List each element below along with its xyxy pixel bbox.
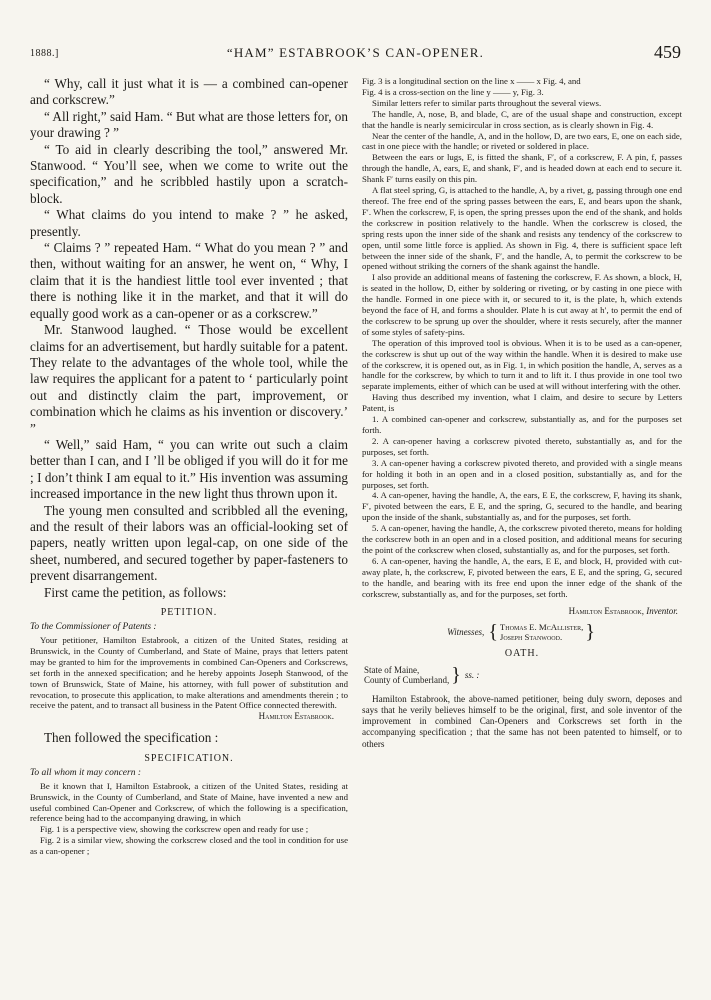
right-column [362,76,682,750]
spec-paragraph: Be it known that I, Hamilton Estabrook, a citizen of the United States, residing at Brunswick, in the County of Cumberland, and State of Maine, have invented a new and useful combined Can-Opener and Corkscrew, of which the following is a specification, reference being had to the accompanying drawing, in which [30,780,348,824]
spec-paragraph: Fig. 4 is a cross-section on the line y —— y, Fig. 3. [362,86,544,97]
spec-paragraph: The handle, A, nose, B, and blade, C, are of the usual shape and construction, except that the handle is nearly semicircular in cross section, as is clearly shown in Fig. 4. [362,108,682,130]
paragraph: “ All right,” said Ham. “ But what are those letters for, on your drawing ? ” [30,108,348,141]
spec-paragraph: Having thus described my invention, what I claim, and desire to secure by Letters Patent, is [362,392,682,414]
witness-name: Thomas E. McAllister, [499,621,584,632]
spec-paragraph: Fig. 1 is a perspective view, showing the corkscrew open and ready for use ; [40,824,309,835]
spec-paragraph: A flat steel spring, G, is attached to the handle, A, by a rivet, g, passing through one end thereof. The free end of the spring passes between the ears, E, and bears upon the shank, F′. When the corkscrew, F, is open, the spring presses upon the end of the shank, and holds the corkscrew in position relatively to the handle. When the corkscrew is closed, the spring rests upon the inner side of the shank and resists any tendency of the corkscrew to open, until some little force is applied. As shown in Fig. 4, there is sufficient space left between the inner side of the shank, F′, and the handle, A, to permit the corkscrew to be opened without striking the corners of the shank against the handle. [362,185,682,272]
witness-name: Joseph Stanwood. [499,631,563,642]
venue-brace: } [451,664,461,686]
specification-block [30,781,348,857]
paragraph: Mr. Stanwood laughed. “ Those would be excellent claims for an advertisement, but hardly suitable for a patent. They relate to the advantages of the whole tool, while the law requires the applicant for a patent to ‘ particularly point out and distinctly claim the part, improvement, or combination which he claims as his invention or discovery.’ ” [30,322,348,436]
petition-title: PETITION. [160,607,218,618]
paragraph: “ Claims ? ” repeated Ham. “ What do you mean ? ” and then, without waiting for an answer, he went on, “ Why, I claim that it is the handiest little tool ever invented ; that there is nothing like it in the market, and that it will do equally good work as a can-opener or as a corkscrew.” [30,240,348,321]
witnesses-label: Witnesses, [447,626,485,637]
claim-item: 2. A can-opener having a corkscrew pivoted thereto, substantially as, and for the purposes, set forth. [362,435,682,457]
witnesses-block [362,622,682,642]
specification-continued [362,76,682,600]
oath-venue [364,665,682,686]
paragraph: “ To aid in clearly describing the tool,” answered Mr. Stanwood. “ You’ll see, when we come to write out the specification,” and he scribbled hastily upon a scratch-block. [30,141,348,206]
spec-paragraph: Near the center of the handle, A, and in the hollow, D, are two ears, E, one on each side, cast in one piece with the handle; or riveted or soldered in place. [362,130,682,152]
oath-title: OATH. [504,647,540,659]
paragraph: “ What claims do you intend to make ? ” he asked, presently. [30,207,348,239]
inventor-signature [362,606,678,616]
petition-block [30,635,348,722]
inventor-role: Inventor. [646,605,678,616]
spec-paragraph: Fig. 2 is a similar view, showing the corkscrew closed and the tool in condition for use as a can-opener ; [30,835,348,857]
running-title: “HAM” ESTABROOK’S CAN-OPENER. [226,45,485,60]
specification-title: SPECIFICATION. [144,752,234,764]
oath-text: Hamilton Estabrook, the above-named petitioner, being duly sworn, deposes and says that he verily believes himself to be the original, first, and sole inventor of the improvement in combined Can-Openers and Corkscrews set forth in the accompanying specification ; that the same has not been patented to himself, or to others [362,693,682,749]
petition-text: Your petitioner, Hamilton Estabrook, a citizen of the United States, residing at Brunswick, in the County of Cumberland, and State of Maine, prays that letters patent may be granted to him for the improvements in combined Can-Openers and Corkscrews, set forth in the annexed specification; and he hereby appoints Joseph Stanwood, of the town of Brunswick, State of Maine, his attorney, with full power of substitution and revocation, to prosecute this application, to make alterations and amendments therein ; to receive the patent, and to transact all business in the Patent Office connected therewith. [30,635,348,711]
paragraph: The young men consulted and scribbled all the evening, and the result of their labors was an official-looking set of papers, neatly written upon legal-cap, on one side of the sheet, numbered, and secured together by paper-fasteners to prevent disarrangement. [30,502,348,584]
witness-names [500,622,583,642]
claim-item: 3. A can-opener having a corkscrew pivoted thereto, and provided with a single means for holding it both in an open and in a closed position, substantially as, and for the purposes, set forth. [362,457,682,490]
spec-paragraph: Fig. 3 is a longitudinal section on the line x —— x Fig. 4, and [362,76,581,86]
spec-paragraph: Between the ears or lugs, E, is fitted the shank, F′, of a corkscrew, F. A pin, f, passes through the handle, A, ears, E, and shank, F′, and is headed down at each end to secure it. Shank F′ turns easily on this pin. [362,152,682,185]
venue-ss: ss. : [464,670,480,680]
header-year: 1888.] [30,48,59,59]
paragraph: First came the petition, as follows: [44,584,227,600]
venue-state: State of Maine, [364,664,420,675]
page-number: 459 [654,42,681,62]
oath-block [362,694,682,750]
claim-item: 5. A can-opener, having the handle, A, the corkscrew pivoted thereto, means for holding the corkscrew both in an open and in a closed position, and additional means for securing the point of the corkscrew when closed, substantially as, and for the purposes, set forth. [362,523,682,555]
spec-paragraph: I also provide an additional means of fastening the corkscrew, F. As shown, a block, H, is seated in the hollow, D, either by soldering or riveting, or by casting in one piece with the handle. Formed in one piece with it, or secured to it, is the plate, h, which extends beyond the face of H, and forms a shoulder. Plate h is cut away at h′, to permit the end of the corkscrew to be sprung up over the shoulder, where it rests securely, after the manner of some styles of safety-pins. [362,272,682,337]
paragraph: “ Well,” said Ham, “ you can write out such a claim better than I can, and I ’ll be obliged if you will do it for me ; I don’t think I am equal to it.” His invention was assuming increased importance in the new light thus thrown upon it. [30,436,348,502]
claim-item: 6. A can-opener, having the handle, A, the ears, E E, and block, H, provided with cut-away plate, h, the corkscrew, F, pivoted between the ears, E E, and the spring, G, secured to the handle, and bearing with its free end upon the inner edge of the shank of the corkscrew, substantially as, and for the purposes, set forth. [362,555,682,599]
venue-lines [364,665,449,686]
claim-item: 4. A can-opener, having the handle, A, the ears, E E, the corkscrew, F, having its shank, F′, pivoted between the ears, E E, and the spring, G, secured to the handle, and bearing upon the inside of the shank, substantially as, and for the purposes, set forth. [362,490,682,523]
claim-item: 1. A combined can-opener and corkscrew, substantially as, and for the purposes set forth. [362,414,682,435]
paragraph: “ Why, call it just what it is — a combined can-opener and corkscrew.” [30,76,348,108]
spec-paragraph: Similar letters refer to similar parts throughout the several views. [372,97,602,108]
page-header [30,42,681,66]
left-brace: { [488,620,498,643]
venue-county: County of Cumberland, [364,675,450,685]
left-column [30,76,348,857]
petition-signature: Hamilton Estabrook. [258,711,334,722]
then-line: Then followed the specification : [44,730,219,746]
narrative-text [30,76,348,601]
spec-paragraph: The operation of this improved tool is obvious. When it is to be used as a can-opener, the corkscrew is shut up out of the way within the handle. When it is desired to make use of the corkscrew, it is opened out, as in Fig. 1, in which position the handle, A, serves as a handle for the corkscrew, by which to turn it and to lift it. I thus provide in one tool two separate implements, either of which can be used at will without interfering with the other. [362,337,682,392]
inventor-name: Hamilton Estabrook, [568,605,644,616]
petition-addressee: To the Commissioner of Patents : [30,622,157,632]
right-brace: } [585,620,595,643]
specification-addressee: To all whom it may concern : [30,767,142,778]
